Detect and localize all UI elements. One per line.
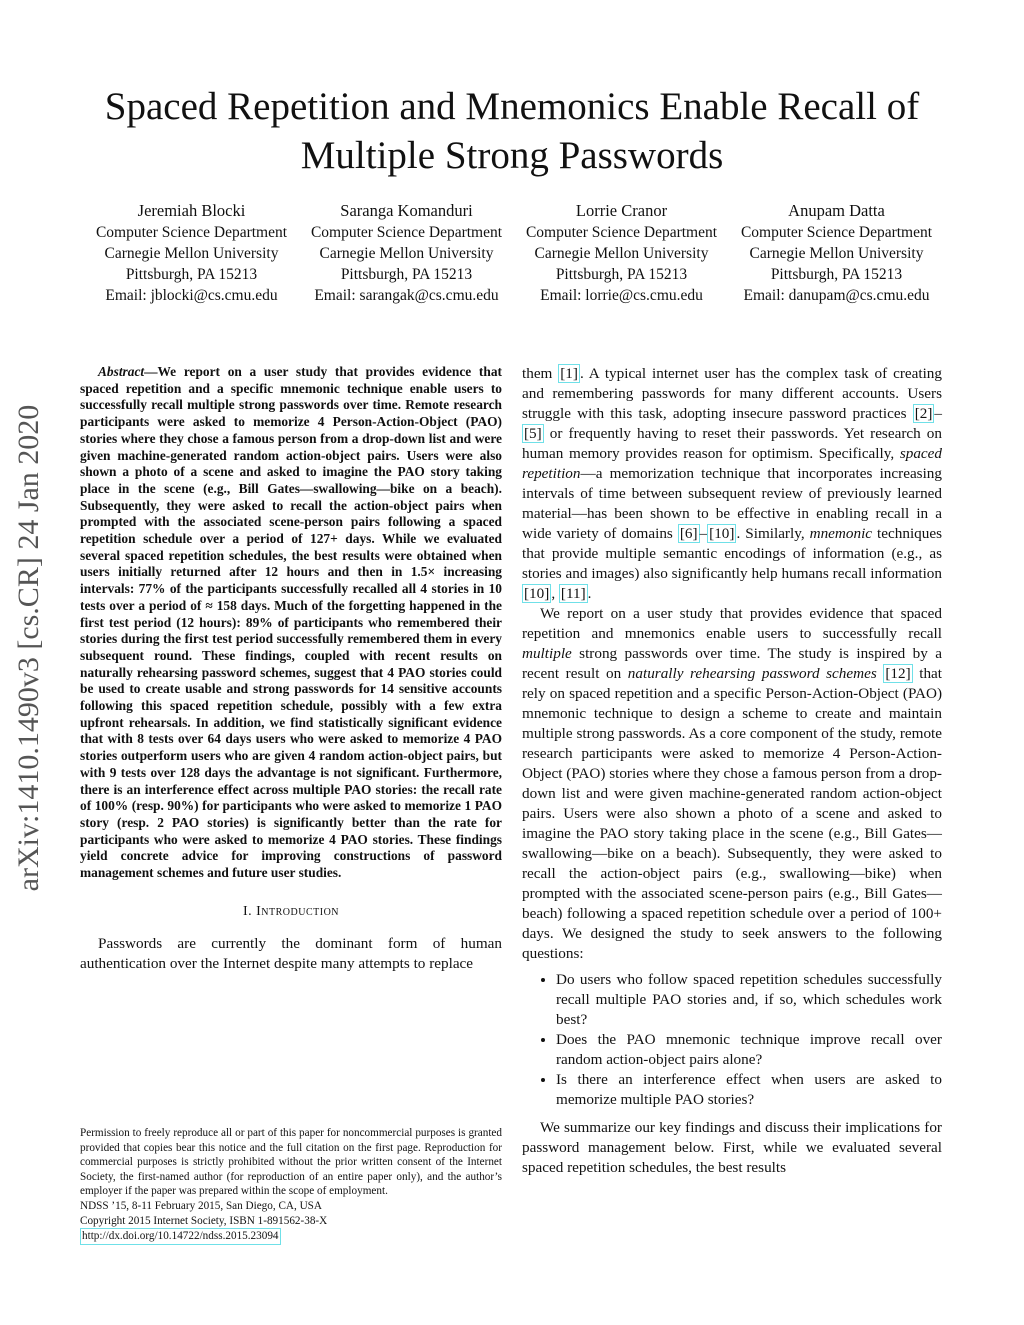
abstract-text: —We report on a user study that provides evidence that spaced repetition and a specific mnemonic technique enable users to successfully recall multiple strong passwords over time. Remote research participants were asked to memorize 4 Person-Action-Object (PAO) stories where they chose a famous person from a drop-down list and were given machine-generated random action-object pairs. Users were also shown a photo of a scene and asked to imagine the PAO story taking place in the scene (e.g., Bill Gates—swallowing—bike on a beach). Subsequently, they were asked to recall the action-object pairs when prompted with the associated scene-person pairs following a spaced repetition schedule over a period of 127+ days. While we evaluated several spaced repetition schedules, the best results were obtained when users initially returned after 12 hours and then in 1.5× increasing intervals: 77% of the participants successfully recalled all 4 stories in 10 tests over a period of ≈ 158 days. Much of the forgetting happened in the first test period (12 hours): 89% of participants who remembered their stories during the first test period successfully remembered them in every subsequent round. These findings, coupled with recent results on naturally rehearsing password schemes, suggest that 4 PAO stories could be used to create usable and strong passwords for 14 sensitive accounts following this spaced repetition schedule, possibly with a few extra upfront rehearsals. In addition, we find statistically significant evidence that with 8 tests over 64 days users who were asked to memorize 4 PAO stories outperform users who are given 4 random action-object pairs, but with 9 tests over 128 days the advantage is not significant. Furthermore, there is an interference effect across multiple PAO stories: the recall rate of 100% (resp. 90%) for participants who were asked to memorize 1 PAO story (resp. 2 PAO stories) is significantly better than the rate for participants who were asked to memorize 4 PAO stories. These findings yield concrete advice for improving constructions of password management schemes and future user studies.	[80, 364, 502, 881]
emphasis: naturally rehearsing password schemes	[627, 665, 877, 682]
author-name: Saranga Komanduri	[340, 201, 473, 220]
intro-paragraph: Passwords are currently the dominant form of human authentication over the Internet despite many attempts to replace	[80, 934, 502, 972]
right-column	[522, 364, 942, 1178]
section-title: Introduction	[256, 903, 340, 919]
author-city: Pittsburgh, PA 15213	[340, 266, 473, 283]
text-run: —a memorization technique that incorporates increasing intervals of time between subsequent review of previously learned material—has been shown to be effective in enabling recall in a wide variety of domains	[522, 465, 942, 542]
author-email: Email: danupam@cs.cmu.edu	[743, 287, 930, 304]
author-dept: Computer Science Department	[525, 224, 718, 241]
citation-link[interactable]: [10]	[709, 525, 735, 542]
abstract	[80, 364, 502, 882]
author-dept: Computer Science Department	[740, 224, 933, 241]
emphasis: multiple	[522, 645, 572, 662]
author-3	[514, 200, 729, 306]
findings-paragraph: We summarize our key findings and discuss their implications for password management below. First, while we evaluated several spaced repetition schedules, the best results	[522, 1119, 942, 1176]
copyright-line: Copyright 2015 Internet Society, ISBN 1-891562-38-X	[80, 1214, 328, 1227]
footnote	[80, 1126, 502, 1245]
abstract-label: Abstract	[98, 364, 145, 379]
author-name: Lorrie Cranor	[575, 201, 668, 220]
author-univ: Carnegie Mellon University	[319, 245, 494, 262]
text-run: –	[934, 405, 942, 422]
author-dept: Computer Science Department	[310, 224, 503, 241]
intro-paragraph-continued	[522, 364, 942, 604]
text-run: ,	[551, 585, 559, 602]
text-run: them	[522, 365, 559, 382]
text-run: techniques that provide multiple semantic encodings of information (e.g., as stories and images) also significantly help humans recall information	[522, 525, 943, 582]
citation-link[interactable]: [12]	[885, 665, 911, 682]
text-run: . A typical internet user has the complex task of creating and remembering passwords for many different accounts. Users struggle with this task, adopting insecure password practices	[522, 365, 942, 422]
author-univ: Carnegie Mellon University	[534, 245, 709, 262]
text-run: strong passwords over time. The study is inspired by a recent result on	[522, 645, 942, 682]
citation-link[interactable]: [11]	[560, 585, 586, 602]
author-name: Jeremiah Blocki	[137, 201, 246, 220]
author-2	[299, 200, 514, 306]
list-item: • Does the PAO mnemonic technique improve recall over random action-object pairs alone?	[556, 1030, 942, 1070]
author-block	[84, 200, 944, 306]
citation-link[interactable]: [5]	[524, 425, 542, 442]
text-run: We report on a user study that provides evidence that spaced repetition and mnemonics enable users to successfully recall	[522, 605, 942, 642]
section-number: I.	[242, 903, 253, 919]
research-questions	[522, 970, 942, 1110]
doi-link[interactable]: http://dx.doi.org/10.14722/ndss.2015.23094	[80, 1228, 281, 1245]
citation-link[interactable]: [1]	[560, 365, 578, 382]
author-4	[729, 200, 944, 306]
emphasis: mnemonic	[809, 525, 873, 542]
list-item: • Is there an interference effect when users are asked to memorize multiple PAO stories?	[556, 1070, 942, 1110]
citation-link[interactable]: [2]	[914, 405, 933, 422]
author-city: Pittsburgh, PA 15213	[125, 266, 258, 283]
arxiv-stamp: arXiv:1410.1490v3 [cs.CR] 24 Jan 2020	[12, 404, 45, 892]
author-name: Anupam Datta	[788, 201, 885, 220]
author-dept: Computer Science Department	[95, 224, 288, 241]
author-1	[84, 200, 299, 306]
text-run: . Similarly,	[736, 525, 810, 542]
venue-line: NDSS ’15, 8-11 February 2015, San Diego, CA, USA	[80, 1199, 322, 1212]
section-heading	[80, 904, 502, 920]
list-item: • Do users who follow spaced repetition schedules successfully recall multiple PAO stories and, if so, which schedules work best?	[556, 970, 942, 1030]
author-univ: Carnegie Mellon University	[104, 245, 279, 262]
author-email: Email: lorrie@cs.cmu.edu	[540, 287, 703, 304]
author-email: Email: jblocki@cs.cmu.edu	[105, 287, 278, 304]
author-city: Pittsburgh, PA 15213	[555, 266, 688, 283]
study-paragraph	[522, 604, 942, 964]
text-run: that rely on spaced repetition and a specific Person-Action-Object (PAO) mnemonic technique to design a scheme to create and maintain multiple strong passwords. As a core component of the study, remote research participants were asked to memorize 4 Person-Action-Object (PAO) stories where they chose a famous person from a drop-down list and were given machine-generated random action-object pairs. Users were also shown a photo of a scene and asked to imagine the PAO story taking place in the scene (e.g., Bill Gates—swallowing—bike on a beach). Subsequently, they were asked to recall the action-object pairs (e.g., swallowing—bike) when prompted with the associated scene-person pairs (e.g., Bill Gates—beach) following a spaced repetition schedule over a period of 100+ days. We designed the study to seek answers to the following questions:	[522, 665, 942, 962]
text-run: or frequently having to reset their passwords. Yet research on human memory provides reason for optimism. Specifically,	[522, 425, 942, 462]
citation-link[interactable]: [6]	[679, 525, 698, 542]
author-email: Email: sarangak@cs.cmu.edu	[314, 287, 499, 304]
text-run: .	[587, 585, 592, 602]
paper-title: Spaced Repetition and Mnemonics Enable Recall of Multiple Strong Passwords	[104, 85, 920, 177]
author-univ: Carnegie Mellon University	[749, 245, 924, 262]
left-column	[80, 364, 502, 974]
author-city: Pittsburgh, PA 15213	[770, 266, 903, 283]
permission-notice: Permission to freely reproduce all or part of this paper for noncommercial purposes is granted provided that copies bear this notice and the full citation on the first page. Reproduction for commercial purposes is strictly prohibited without the prior written consent of the Internet Society, the first-named author (for reproduction of an entire paper only), and the author’s employer if the paper was prepared within the scope of employment.	[80, 1127, 502, 1198]
emphasis: spaced repetition	[522, 445, 942, 482]
text-run: –	[699, 525, 708, 542]
citation-link[interactable]: [10]	[524, 585, 550, 602]
